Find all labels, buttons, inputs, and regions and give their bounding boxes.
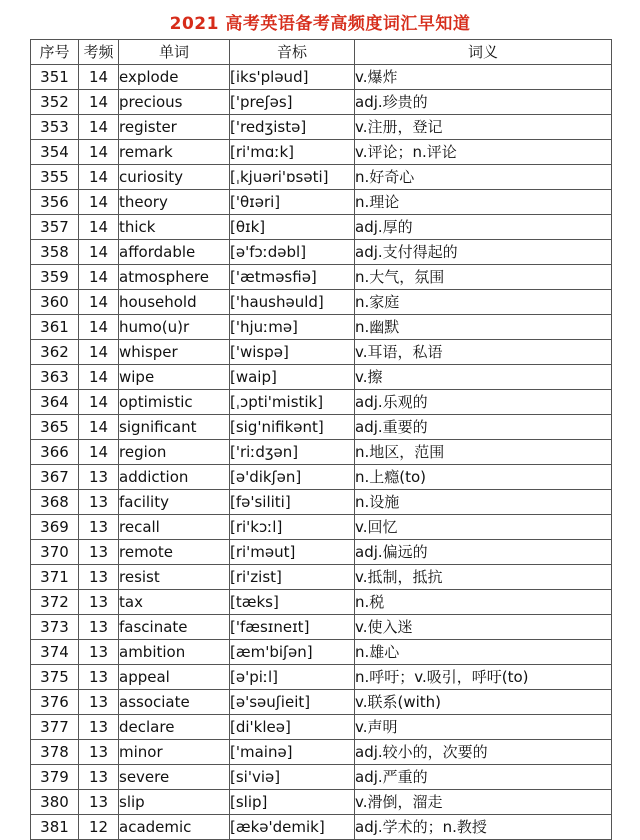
cell-word: register <box>119 115 230 140</box>
cell-phonetic: ['fæsɪneɪt] <box>230 615 355 640</box>
table-row <box>31 165 612 190</box>
header-phonetic: 音标 <box>230 40 355 65</box>
cell-word: declare <box>119 715 230 740</box>
table-row <box>31 565 612 590</box>
table-row <box>31 690 612 715</box>
cell-phonetic: [di'kleə] <box>230 715 355 740</box>
table-row <box>31 290 612 315</box>
cell-word: minor <box>119 740 230 765</box>
cell-phonetic: [slip] <box>230 790 355 815</box>
cell-frequency: 12 <box>79 815 119 840</box>
header-number: 序号 <box>31 40 79 65</box>
cell-phonetic: [si'viə] <box>230 765 355 790</box>
cell-frequency: 13 <box>79 515 119 540</box>
table-row <box>31 790 612 815</box>
table-row <box>31 315 612 340</box>
cell-frequency: 13 <box>79 590 119 615</box>
cell-frequency: 14 <box>79 165 119 190</box>
cell-phonetic: [ækə'demik] <box>230 815 355 840</box>
cell-meaning: n.设施 <box>355 490 612 515</box>
cell-meaning: v.抵制，抵抗 <box>355 565 612 590</box>
table-row <box>31 215 612 240</box>
table-row <box>31 390 612 415</box>
cell-frequency: 14 <box>79 340 119 365</box>
cell-meaning: v.注册，登记 <box>355 115 612 140</box>
table-row <box>31 740 612 765</box>
cell-number: 372 <box>31 590 79 615</box>
table-row <box>31 365 612 390</box>
cell-word: wipe <box>119 365 230 390</box>
cell-frequency: 14 <box>79 415 119 440</box>
cell-phonetic: [æm'biʃən] <box>230 640 355 665</box>
table-row <box>31 665 612 690</box>
cell-phonetic: [ə'piːl] <box>230 665 355 690</box>
cell-frequency: 14 <box>79 190 119 215</box>
cell-meaning: n.幽默 <box>355 315 612 340</box>
table-row <box>31 765 612 790</box>
cell-phonetic: [ə'səuʃieit] <box>230 690 355 715</box>
cell-number: 366 <box>31 440 79 465</box>
cell-number: 360 <box>31 290 79 315</box>
cell-word: atmosphere <box>119 265 230 290</box>
cell-phonetic: ['mainə] <box>230 740 355 765</box>
cell-word: household <box>119 290 230 315</box>
header-frequency: 考频 <box>79 40 119 65</box>
table-row <box>31 440 612 465</box>
cell-number: 351 <box>31 65 79 90</box>
cell-meaning: adj.较小的，次要的 <box>355 740 612 765</box>
cell-phonetic: ['haushəuld] <box>230 290 355 315</box>
cell-meaning: v.滑倒，溜走 <box>355 790 612 815</box>
cell-frequency: 13 <box>79 665 119 690</box>
cell-word: fascinate <box>119 615 230 640</box>
table-row <box>31 140 612 165</box>
cell-phonetic: ['wispə] <box>230 340 355 365</box>
table-row <box>31 615 612 640</box>
cell-number: 378 <box>31 740 79 765</box>
cell-number: 358 <box>31 240 79 265</box>
cell-phonetic: [iks'pləud] <box>230 65 355 90</box>
cell-word: ambition <box>119 640 230 665</box>
cell-word: resist <box>119 565 230 590</box>
header-word: 单词 <box>119 40 230 65</box>
cell-word: remark <box>119 140 230 165</box>
cell-word: theory <box>119 190 230 215</box>
cell-word: affordable <box>119 240 230 265</box>
cell-number: 359 <box>31 265 79 290</box>
cell-meaning: n.理论 <box>355 190 612 215</box>
cell-frequency: 14 <box>79 390 119 415</box>
cell-phonetic: ['ætməsfiə] <box>230 265 355 290</box>
cell-meaning: adj.珍贵的 <box>355 90 612 115</box>
cell-phonetic: [fə'siliti] <box>230 490 355 515</box>
cell-frequency: 14 <box>79 90 119 115</box>
cell-word: region <box>119 440 230 465</box>
cell-frequency: 13 <box>79 540 119 565</box>
cell-phonetic: [waip] <box>230 365 355 390</box>
cell-frequency: 14 <box>79 240 119 265</box>
cell-number: 361 <box>31 315 79 340</box>
cell-number: 352 <box>31 90 79 115</box>
cell-meaning: n.呼吁；v.吸引，呼吁(to) <box>355 665 612 690</box>
table-row <box>31 265 612 290</box>
cell-number: 369 <box>31 515 79 540</box>
cell-phonetic: [ri'kɔːl] <box>230 515 355 540</box>
cell-phonetic: [ˌɔpti'mistik] <box>230 390 355 415</box>
cell-meaning: v.联系(with) <box>355 690 612 715</box>
cell-frequency: 13 <box>79 790 119 815</box>
cell-number: 370 <box>31 540 79 565</box>
table-header-row <box>31 40 612 65</box>
table-row <box>31 415 612 440</box>
cell-phonetic: [ə'fɔːdəbl] <box>230 240 355 265</box>
table-row <box>31 715 612 740</box>
table-row <box>31 540 612 565</box>
table-row <box>31 90 612 115</box>
cell-frequency: 14 <box>79 265 119 290</box>
cell-frequency: 13 <box>79 615 119 640</box>
cell-frequency: 13 <box>79 690 119 715</box>
cell-frequency: 14 <box>79 215 119 240</box>
cell-meaning: adj.偏远的 <box>355 540 612 565</box>
table-row <box>31 590 612 615</box>
cell-meaning: n.家庭 <box>355 290 612 315</box>
table-row <box>31 815 612 840</box>
cell-frequency: 13 <box>79 765 119 790</box>
cell-word: appeal <box>119 665 230 690</box>
cell-number: 375 <box>31 665 79 690</box>
cell-number: 354 <box>31 140 79 165</box>
table-row <box>31 465 612 490</box>
cell-frequency: 14 <box>79 115 119 140</box>
vocabulary-table <box>30 39 612 840</box>
cell-meaning: adj.学术的；n.教授 <box>355 815 612 840</box>
table-row <box>31 640 612 665</box>
cell-word: severe <box>119 765 230 790</box>
cell-frequency: 13 <box>79 565 119 590</box>
cell-phonetic: [ri'zist] <box>230 565 355 590</box>
cell-meaning: adj.乐观的 <box>355 390 612 415</box>
cell-meaning: adj.严重的 <box>355 765 612 790</box>
cell-word: recall <box>119 515 230 540</box>
cell-number: 374 <box>31 640 79 665</box>
cell-word: humo(u)r <box>119 315 230 340</box>
cell-number: 376 <box>31 690 79 715</box>
cell-word: thick <box>119 215 230 240</box>
table-row <box>31 240 612 265</box>
cell-meaning: n.大气，氛围 <box>355 265 612 290</box>
cell-frequency: 14 <box>79 365 119 390</box>
cell-meaning: n.好奇心 <box>355 165 612 190</box>
cell-phonetic: ['hjuːmə] <box>230 315 355 340</box>
cell-frequency: 13 <box>79 640 119 665</box>
cell-phonetic: [ˌkjuəri'ɒsəti] <box>230 165 355 190</box>
cell-word: addiction <box>119 465 230 490</box>
cell-number: 353 <box>31 115 79 140</box>
cell-frequency: 13 <box>79 715 119 740</box>
cell-meaning: v.耳语，私语 <box>355 340 612 365</box>
table-row <box>31 115 612 140</box>
cell-phonetic: ['θɪəri] <box>230 190 355 215</box>
cell-frequency: 13 <box>79 465 119 490</box>
cell-meaning: v.回忆 <box>355 515 612 540</box>
table-row <box>31 65 612 90</box>
cell-meaning: adj.厚的 <box>355 215 612 240</box>
cell-word: optimistic <box>119 390 230 415</box>
cell-phonetic: ['riːdʒən] <box>230 440 355 465</box>
cell-word: remote <box>119 540 230 565</box>
cell-meaning: n.地区，范围 <box>355 440 612 465</box>
cell-number: 362 <box>31 340 79 365</box>
cell-word: slip <box>119 790 230 815</box>
cell-word: academic <box>119 815 230 840</box>
cell-meaning: v.爆炸 <box>355 65 612 90</box>
cell-word: precious <box>119 90 230 115</box>
cell-word: facility <box>119 490 230 515</box>
cell-meaning: n.上瘾(to) <box>355 465 612 490</box>
cell-phonetic: [ə'dikʃən] <box>230 465 355 490</box>
cell-meaning: n.雄心 <box>355 640 612 665</box>
cell-number: 381 <box>31 815 79 840</box>
cell-frequency: 14 <box>79 140 119 165</box>
cell-meaning: v.擦 <box>355 365 612 390</box>
cell-meaning: v.评论；n.评论 <box>355 140 612 165</box>
cell-number: 371 <box>31 565 79 590</box>
table-row <box>31 340 612 365</box>
cell-number: 356 <box>31 190 79 215</box>
page-title: 2021 高考英语备考高频度词汇早知道 <box>169 14 471 34</box>
cell-frequency: 13 <box>79 740 119 765</box>
cell-number: 373 <box>31 615 79 640</box>
cell-frequency: 14 <box>79 290 119 315</box>
cell-frequency: 14 <box>79 440 119 465</box>
cell-meaning: v.声明 <box>355 715 612 740</box>
cell-number: 355 <box>31 165 79 190</box>
cell-phonetic: [θɪk] <box>230 215 355 240</box>
cell-meaning: n.税 <box>355 590 612 615</box>
cell-number: 368 <box>31 490 79 515</box>
cell-frequency: 13 <box>79 490 119 515</box>
cell-number: 379 <box>31 765 79 790</box>
table-row <box>31 490 612 515</box>
cell-number: 357 <box>31 215 79 240</box>
cell-word: tax <box>119 590 230 615</box>
cell-phonetic: [ri'məut] <box>230 540 355 565</box>
cell-meaning: adj.重要的 <box>355 415 612 440</box>
cell-number: 364 <box>31 390 79 415</box>
header-meaning: 词义 <box>355 40 612 65</box>
cell-frequency: 14 <box>79 315 119 340</box>
cell-phonetic: ['redʒistə] <box>230 115 355 140</box>
cell-word: associate <box>119 690 230 715</box>
table-row <box>31 515 612 540</box>
cell-phonetic: [ri'mɑːk] <box>230 140 355 165</box>
cell-number: 380 <box>31 790 79 815</box>
cell-number: 363 <box>31 365 79 390</box>
table-row <box>31 190 612 215</box>
cell-phonetic: ['preʃəs] <box>230 90 355 115</box>
cell-meaning: adj.支付得起的 <box>355 240 612 265</box>
cell-word: curiosity <box>119 165 230 190</box>
cell-frequency: 14 <box>79 65 119 90</box>
cell-word: significant <box>119 415 230 440</box>
cell-phonetic: [sig'nifikənt] <box>230 415 355 440</box>
cell-number: 365 <box>31 415 79 440</box>
cell-number: 377 <box>31 715 79 740</box>
cell-number: 367 <box>31 465 79 490</box>
cell-word: whisper <box>119 340 230 365</box>
cell-meaning: v.使入迷 <box>355 615 612 640</box>
cell-phonetic: [tæks] <box>230 590 355 615</box>
cell-word: explode <box>119 65 230 90</box>
